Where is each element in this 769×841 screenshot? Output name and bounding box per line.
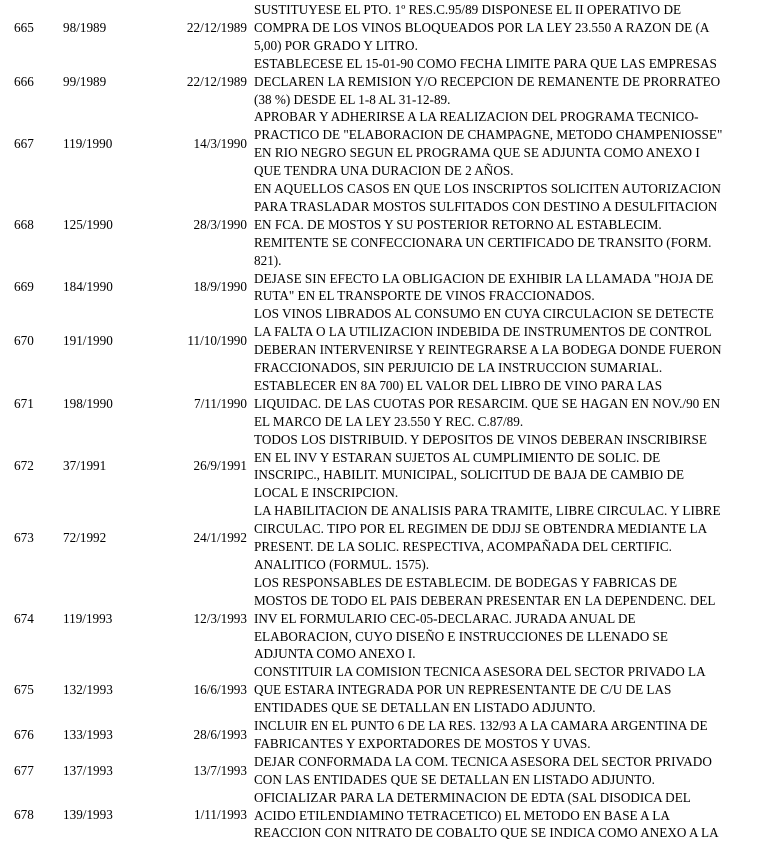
description-line: DECLAREN LA REMISION Y/O RECEPCION DE REMANENTE DE PRORRATEO [254, 73, 721, 89]
description-line: LIQUIDAC. DE LAS CUOTAS POR RESARCIM. QUE SE HAGAN EN NOV./90 EN [254, 395, 721, 411]
resolution-description [254, 717, 708, 753]
description-line: COMPRA DE LOS VINOS BLOQUEADOS POR LA LEY 23.550 A RAZON DE (A [254, 19, 710, 35]
description-line: (38 %) DESDE EL 1-8 AL 31-12-89. [254, 91, 451, 107]
table-row [0, 270, 769, 306]
description-line: ESTABLECER EN 8A 700) EL VALOR DEL LIBRO DE VINO PARA LAS [254, 377, 663, 393]
table-row [0, 717, 769, 753]
description-line: ESTABLECESE EL 15-01-90 COMO FECHA LIMITE PARA QUE LAS EMPRESAS [254, 55, 717, 71]
resolution-description [254, 55, 720, 109]
description-line: APROBAR Y ADHERIRSE A LA REALIZACION DEL PROGRAMA TECNICO- [254, 109, 699, 125]
description-line: FRACCIONADOS, SIN PERJUICIO DE LA INSTRUCCION SUMARIAL. [254, 360, 663, 376]
description-line: REMITENTE SE CONFECCIONARA UN CERTIFICADO DE TRANSITO (FORM. [254, 234, 712, 250]
resolution-date: 7/11/1990 [194, 395, 247, 411]
resolution-description [254, 1, 709, 55]
table-row [0, 431, 769, 503]
description-line: QUE TENDRA UNA DURACION DE 2 AÑOS. [254, 163, 514, 179]
description-line: INV EL FORMULARIO CEC-05-DECLARAC. JURADA ANUAL DE [254, 610, 636, 626]
description-line: LOS RESPONSABLES DE ESTABLECIM. DE BODEGAS Y FABRICAS DE [254, 574, 678, 590]
description-line: OFICIALIZAR PARA LA DETERMINACION DE EDTA (SAL DISODICA DEL [254, 789, 691, 805]
description-line: EN RIO NEGRO SEGUN EL PROGRAMA QUE SE ADJUNTA COMO ANEXO I [254, 145, 700, 161]
table-row [0, 574, 769, 664]
description-line: ENTIDADES QUE SE DETALLAN EN LISTADO ADJUNTO. [254, 700, 596, 716]
resolution-id: 132/1993 [63, 682, 113, 698]
resolution-date: 14/3/1990 [193, 136, 247, 152]
description-line: PRESENT. DE LA SOLIC. RESPECTIVA, ACOMPAÑADA DEL CERTIFIC. [254, 539, 672, 554]
description-line: INCLUIR EN EL PUNTO 6 DE LA RES. 132/93 A LA CAMARA ARGENTINA DE [254, 718, 708, 733]
description-line: SUSTITUYESE EL PTO. 1º RES.C.95/89 DISPONESE EL II OPERATIVO DE [254, 2, 682, 17]
row-number: 671 [14, 395, 34, 411]
description-line: ELABORACION, CUYO DISEÑO E INSTRUCCIONES DE LLENADO SE [254, 628, 668, 644]
description-line: PARA TRASLADAR MOSTOS SULFITADOS CON DESTINO A DESULFITACION [254, 198, 718, 214]
resolution-date: 18/9/1990 [193, 279, 247, 295]
resolution-date: 11/10/1990 [187, 333, 247, 349]
resolution-id: 37/1991 [63, 458, 107, 474]
description-line: ADJUNTA COMO ANEXO I. [254, 646, 416, 662]
resolution-id: 139/1993 [63, 807, 113, 823]
row-number: 667 [14, 136, 34, 152]
description-line: TODOS LOS DISTRIBUID. Y DEPOSITOS DE VINOS DEBERAN INSCRIBIRSE [254, 431, 707, 447]
table-row [0, 305, 769, 377]
resolution-id: 191/1990 [63, 333, 113, 349]
row-number: 673 [14, 530, 34, 546]
description-line: LA HABILITACION DE ANALISIS PARA TRAMITE, LIBRE CIRCULAC. Y LIBRE [254, 503, 721, 519]
description-line: RUTA" EN EL TRANSPORTE DE VINOS FRACCIONADOS. [254, 288, 595, 304]
description-line: EN EL INV Y ESTARAN SUJETOS AL CUMPLIMIENTO DE SOLIC. DE [254, 449, 661, 465]
description-line: FABRICANTES Y EXPORTADORES DE MOSTOS Y UVAS. [254, 735, 591, 751]
row-number: 676 [14, 726, 34, 742]
row-number: 674 [14, 610, 34, 626]
row-number: 665 [14, 19, 34, 35]
row-number: 678 [14, 807, 34, 823]
resolution-date: 13/7/1993 [193, 762, 247, 778]
row-number: 666 [14, 73, 34, 89]
resolution-id: 198/1990 [63, 395, 113, 411]
resolution-id: 184/1990 [63, 279, 113, 295]
resolution-description [254, 663, 706, 717]
row-number: 670 [14, 333, 34, 349]
table-row [0, 789, 769, 841]
description-line: CIRCULAC. TIPO POR EL REGIMEN DE DDJJ SE OBTENDRA MEDIANTE LA [254, 521, 708, 537]
resolution-description [254, 574, 715, 664]
table-row [0, 663, 769, 717]
description-line: QUE ESTARA INTEGRADA POR UN REPRESENTANTE DE C/U DE LAS [254, 682, 672, 698]
resolution-id: 99/1989 [63, 73, 107, 89]
resolution-id: 137/1993 [63, 762, 113, 778]
resolution-description [254, 431, 707, 503]
resolution-description [254, 753, 712, 789]
description-line: 821). [254, 252, 282, 268]
description-line: DEJASE SIN EFECTO LA OBLIGACION DE EXHIBIR LA LLAMADA "HOJA DE [254, 270, 714, 286]
resolution-date: 28/3/1990 [193, 216, 247, 232]
description-line: DEBERAN INTERVENIRSE Y REINTEGRARSE A LA BODEGA DONDE FUERON [254, 342, 722, 358]
resolution-date: 16/6/1993 [193, 682, 247, 698]
table-row [0, 502, 769, 574]
description-line: EN FCA. DE MOSTOS Y SU POSTERIOR RETORNO AL ESTABLECIM. [254, 216, 662, 232]
resolution-description [254, 270, 713, 306]
table-row [0, 108, 769, 180]
resolution-date: 26/9/1991 [193, 458, 247, 474]
table-row [0, 753, 769, 789]
description-line: 5,00) POR GRADO Y LITRO. [254, 37, 418, 53]
resolution-date: 12/3/1993 [193, 610, 247, 626]
resolution-description [254, 305, 722, 377]
row-number: 668 [14, 216, 34, 232]
description-line: INSCRIPC., HABILIT. MUNICIPAL, SOLICITUD DE BAJA DE CAMBIO DE [254, 467, 685, 483]
description-line: EL MARCO DE LA LEY 23.550 Y REC. C.87/89. [254, 413, 524, 429]
row-number: 677 [14, 762, 34, 778]
row-number: 672 [14, 458, 34, 474]
resolution-description [254, 377, 720, 431]
resolution-description [254, 789, 719, 841]
resolution-description [254, 108, 722, 180]
resolution-id: 133/1993 [63, 726, 113, 742]
description-line: MOSTOS DE TODO EL PAIS DEBERAN PRESENTAR EN LA DEPENDENC. DEL [254, 592, 716, 608]
row-number: 675 [14, 682, 34, 698]
description-line: ACIDO ETILENDIAMINO TETRACETICO) EL METODO EN BASE A LA [254, 807, 670, 823]
table-row [0, 55, 769, 109]
description-line: EN AQUELLOS CASOS EN QUE LOS INSCRIPTOS SOLICITEN AUTORIZACION [254, 181, 721, 196]
description-line: DEJAR CONFORMADA LA COM. TECNICA ASESORA DEL SECTOR PRIVADO [254, 753, 712, 769]
resolution-id: 125/1990 [63, 216, 113, 232]
resolution-date: 24/1/1992 [193, 530, 247, 546]
resolution-id: 72/1992 [63, 530, 107, 546]
table-row [0, 377, 769, 431]
resolution-date: 1/11/1993 [194, 807, 247, 823]
row-number: 669 [14, 279, 34, 295]
table-row [0, 1, 769, 55]
resolution-id: 98/1989 [63, 19, 107, 35]
description-line: LOS VINOS LIBRADOS AL CONSUMO EN CUYA CIRCULACION SE DETECTE [254, 306, 714, 322]
resolution-date: 22/12/1989 [186, 73, 247, 89]
description-line: REACCION CON NITRATO DE COBALTO QUE SE INDICA COMO ANEXO A LA [254, 825, 719, 841]
description-line: PRACTICO DE "ELABORACION DE CHAMPAGNE, METODO CHAMPENIOSSE" [254, 127, 723, 143]
table-row [0, 180, 769, 270]
description-line: ANALITICO (FORMUL. 1575). [254, 556, 430, 572]
description-line: CONSTITUIR LA COMISION TECNICA ASESORA DEL SECTOR PRIVADO LA [254, 664, 706, 680]
resolution-date: 22/12/1989 [186, 19, 247, 35]
resolution-id: 119/1990 [63, 136, 113, 152]
resolution-date: 28/6/1993 [193, 726, 247, 742]
description-line: LOCAL E INSCRIPCION. [254, 485, 399, 501]
resolution-description [254, 180, 721, 270]
resolution-id: 119/1993 [63, 610, 113, 626]
description-line: LA FALTA O LA UTILIZACION INDEBIDA DE INSTRUMENTOS DE CONTROL [254, 324, 712, 340]
description-line: CON LAS ENTIDADES QUE SE DETALLAN EN LISTADO ADJUNTO. [254, 771, 655, 787]
resolution-description [254, 502, 721, 574]
